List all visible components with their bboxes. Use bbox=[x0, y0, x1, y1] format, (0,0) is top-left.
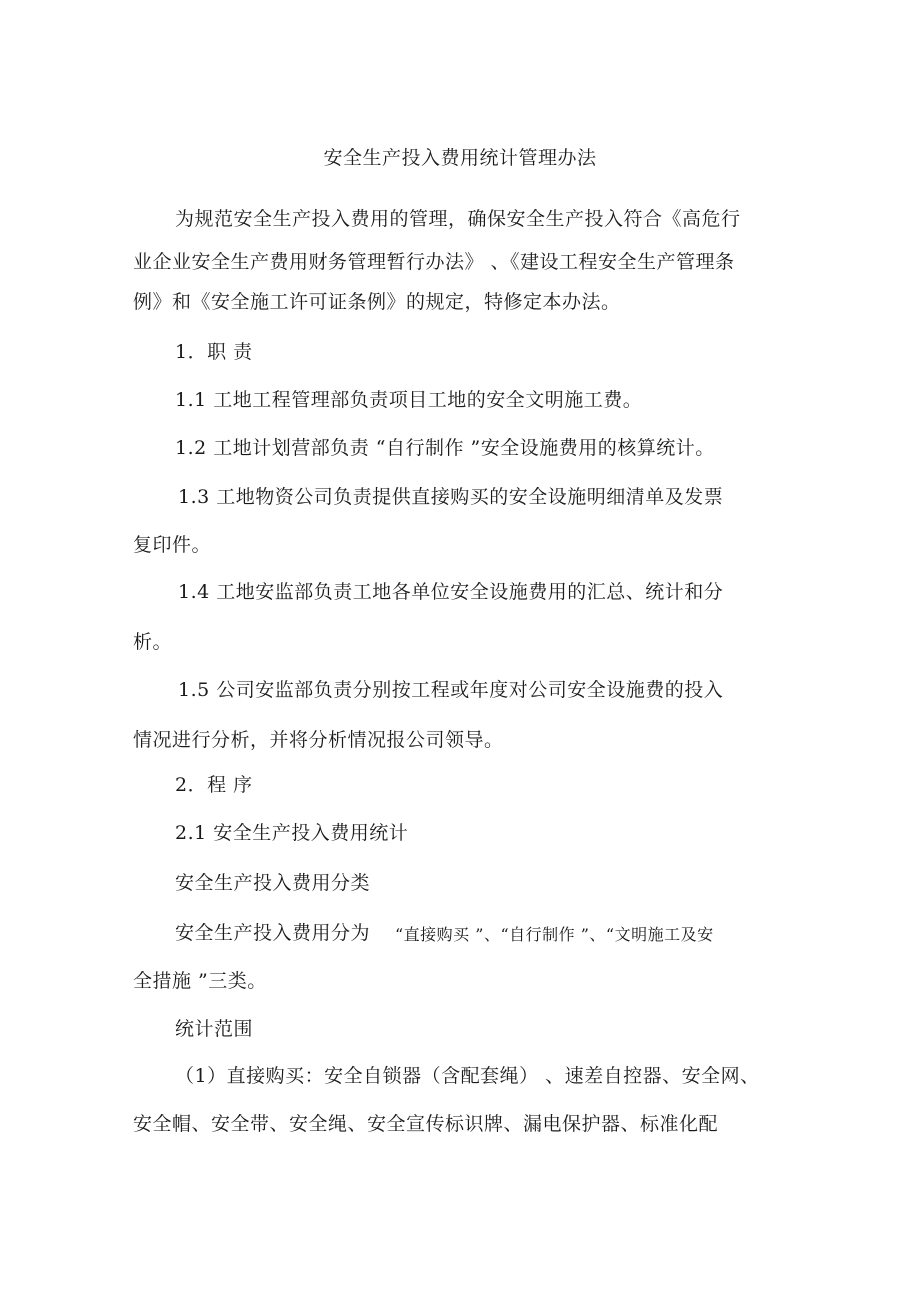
section-2-heading: 2．程 序 bbox=[175, 774, 253, 796]
section-1-item-4-line-2: 析。 bbox=[133, 631, 173, 653]
section-1-item-5-line-2: 情况进行分析，并将分析情况报公司领导。 bbox=[133, 729, 504, 751]
section-1-item-4-line-1: 1.4 工地安监部负责工地各单位安全设施费用的汇总、统计和分 bbox=[178, 581, 724, 603]
intro-line-2: 业企业安全生产费用财务管理暂行办法》 、《建设工程安全生产管理条 bbox=[133, 251, 735, 273]
section-1-item-1: 1.1 工地工程管理部负责项目工地的安全文明施工费。 bbox=[175, 389, 643, 411]
section-1-item-5-line-1: 1.5 公司安监部负责分别按工程或年度对公司安全设施费的投入 bbox=[178, 679, 724, 701]
section-1-heading: 1．职 责 bbox=[175, 341, 253, 363]
category-line-2: 全措施 ”三类。 bbox=[133, 970, 267, 992]
category-line-1-a: 安全生产投入费用分为 bbox=[175, 922, 371, 944]
scope-line-2: 安全帽、安全带、安全绳、安全宣传标识牌、漏电保护器、标准化配 bbox=[133, 1113, 719, 1135]
category-line-1-b: “直接购买 ”、“自行制作 ”、“文明施工及安 bbox=[395, 925, 714, 944]
document-title: 安全生产投入费用统计管理办法 bbox=[323, 147, 597, 169]
section-2-sub-1: 2.1 安全生产投入费用统计 bbox=[175, 822, 409, 844]
category-heading: 安全生产投入费用分类 bbox=[175, 872, 371, 894]
intro-line-1: 为规范安全生产投入费用的管理，确保安全生产投入符合《高危行 bbox=[175, 208, 741, 230]
scope-heading: 统计范围 bbox=[175, 1018, 254, 1040]
intro-line-3: 例》和《安全施工许可证条例》的规定，特修定本办法。 bbox=[133, 291, 621, 313]
section-1-item-2: 1.2 工地计划营部负责 “自行制作 ”安全设施费用的核算统计。 bbox=[175, 437, 715, 459]
section-1-item-3-line-2: 复印件。 bbox=[133, 534, 212, 556]
scope-line-1: （1）直接购买：安全自锁器（含配套绳） 、速差自控器、安全网、 bbox=[175, 1065, 760, 1087]
section-1-item-3-line-1: 1.3 工地物资公司负责提供直接购买的安全设施明细清单及发票 bbox=[178, 486, 724, 508]
